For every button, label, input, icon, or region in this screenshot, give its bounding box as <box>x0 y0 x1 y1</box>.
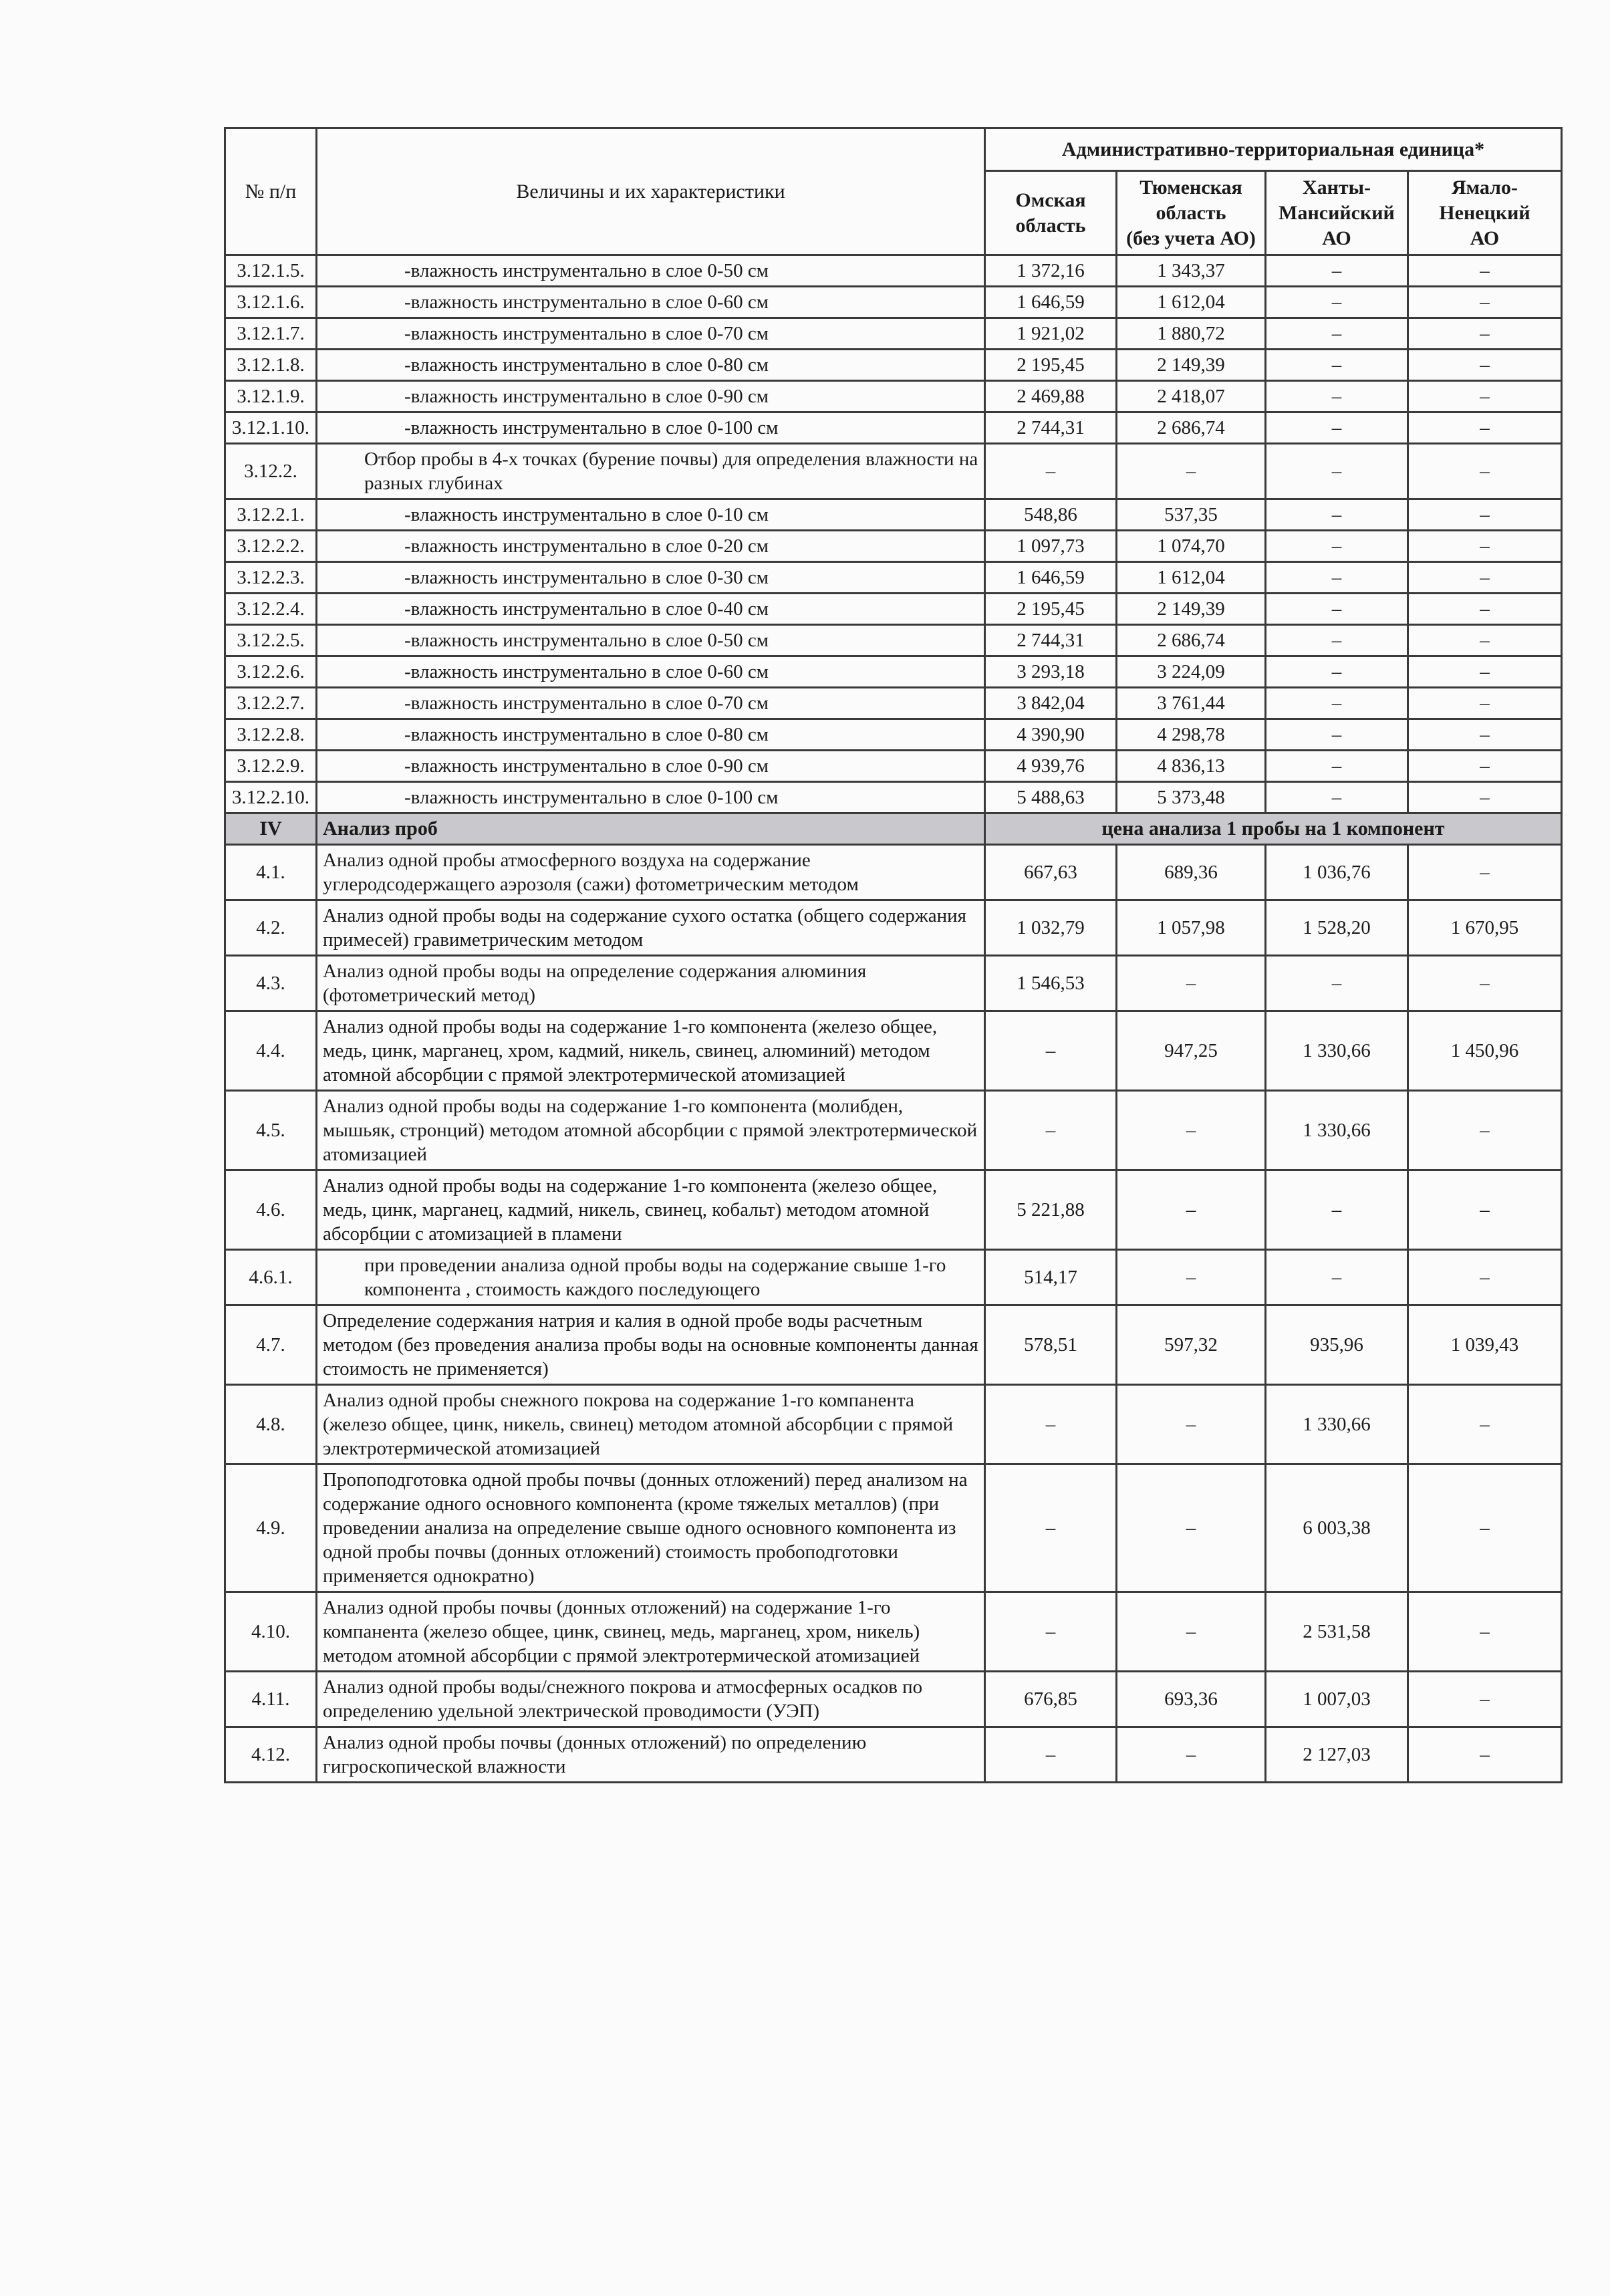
row-number: 4.12. <box>225 1727 317 1783</box>
value-omsk: 4 390,90 <box>985 719 1117 751</box>
table-row <box>225 562 1562 594</box>
row-number: 3.12.2.1. <box>225 499 317 531</box>
value-khmao: – <box>1266 751 1408 782</box>
value-tyumen: 2 418,07 <box>1117 381 1266 412</box>
value-omsk: 3 293,18 <box>985 656 1117 688</box>
row-description: -влажность инструментально в слое 0-50 см <box>317 625 985 656</box>
value-khmao: 1 528,20 <box>1266 900 1408 956</box>
price-table <box>224 127 1563 1783</box>
value-omsk: 1 097,73 <box>985 531 1117 562</box>
table-row <box>225 956 1562 1011</box>
row-number: 4.4. <box>225 1011 317 1091</box>
value-khmao: – <box>1266 782 1408 813</box>
row-description: -влажность инструментально в слое 0-20 см <box>317 531 985 562</box>
value-yanao: – <box>1408 1385 1562 1464</box>
row-description: -влажность инструментально в слое 0-30 см <box>317 562 985 594</box>
row-description: Пропоподготовка одной пробы почвы (донных отложений) перед анализом на содержание одного основного компонента (кроме тяжелых металлов) (при проведении анализа на определение свыше одного основного компонента из одной пробы почвы (донных отложений) стоимость пробоподготовки применяется однократно) <box>317 1464 985 1592</box>
table-row <box>225 1011 1562 1091</box>
value-yanao: – <box>1408 1727 1562 1783</box>
value-omsk: – <box>985 444 1117 499</box>
value-yanao: 1 670,95 <box>1408 900 1562 956</box>
value-omsk: – <box>985 1727 1117 1783</box>
value-khmao: – <box>1266 444 1408 499</box>
value-omsk: 1 372,16 <box>985 255 1117 287</box>
table-row <box>225 688 1562 719</box>
value-tyumen: 693,36 <box>1117 1672 1266 1727</box>
row-description: Анализ одной пробы воды на содержание 1-го компонента (железо общее, медь, цинк, марганец, хром, кадмий, никель, свинец, алюминий) методом атомной абсорбции с прямой электротермической атомизацией <box>317 1011 985 1091</box>
row-number: 3.12.2.8. <box>225 719 317 751</box>
row-description: Определение содержания натрия и калия в одной пробе воды расчетным методом (без проведения анализа пробы воды на основные компоненты данная стоимость не применяется) <box>317 1305 985 1385</box>
value-yanao: – <box>1408 255 1562 287</box>
value-tyumen: 1 612,04 <box>1117 287 1266 318</box>
region-label: Тюменская область (без учета АО) <box>1126 176 1256 249</box>
value-tyumen: 1 057,98 <box>1117 900 1266 956</box>
value-omsk: 1 546,53 <box>985 956 1117 1011</box>
section-note: цена анализа 1 пробы на 1 компонент <box>985 813 1562 845</box>
value-khmao: – <box>1266 412 1408 444</box>
table-row <box>225 1592 1562 1672</box>
value-tyumen: 2 149,39 <box>1117 350 1266 381</box>
row-number: 4.1. <box>225 845 317 900</box>
value-tyumen: 2 149,39 <box>1117 594 1266 625</box>
value-khmao: 935,96 <box>1266 1305 1408 1385</box>
row-number: 3.12.1.5. <box>225 255 317 287</box>
row-description: Отбор пробы в 4-х точках (бурение почвы) для определения влажности на разных глубинах <box>317 444 985 499</box>
value-khmao: – <box>1266 1250 1408 1305</box>
value-yanao: – <box>1408 350 1562 381</box>
value-omsk: – <box>985 1091 1117 1170</box>
row-description: -влажность инструментально в слое 0-80 см <box>317 719 985 751</box>
row-number: 4.5. <box>225 1091 317 1170</box>
row-number: 4.6.1. <box>225 1250 317 1305</box>
row-description: Анализ одной пробы воды на содержание сухого остатка (общего содержания примесей) гравиметрическим методом <box>317 900 985 956</box>
column-header-number: № п/п <box>225 128 317 255</box>
value-khmao: – <box>1266 625 1408 656</box>
column-header-group: Административно-территориальная единица* <box>985 128 1562 171</box>
table-row <box>225 782 1562 813</box>
value-tyumen: – <box>1117 1592 1266 1672</box>
value-yanao: – <box>1408 594 1562 625</box>
row-number: 3.12.2.9. <box>225 751 317 782</box>
value-tyumen: 4 298,78 <box>1117 719 1266 751</box>
row-description: -влажность инструментально в слое 0-100 см <box>317 412 985 444</box>
value-yanao: – <box>1408 1170 1562 1250</box>
value-tyumen: – <box>1117 1385 1266 1464</box>
row-number: 3.12.2.5. <box>225 625 317 656</box>
table-row <box>225 350 1562 381</box>
value-tyumen: – <box>1117 1250 1266 1305</box>
table-row <box>225 594 1562 625</box>
table-row <box>225 531 1562 562</box>
value-omsk: 1 646,59 <box>985 562 1117 594</box>
value-omsk: 2 469,88 <box>985 381 1117 412</box>
value-tyumen: 2 686,74 <box>1117 412 1266 444</box>
row-number: 4.6. <box>225 1170 317 1250</box>
table-row <box>225 656 1562 688</box>
value-yanao: – <box>1408 381 1562 412</box>
row-description: -влажность инструментально в слое 0-60 см <box>317 656 985 688</box>
value-omsk: – <box>985 1011 1117 1091</box>
value-tyumen: 1 343,37 <box>1117 255 1266 287</box>
value-omsk: 2 195,45 <box>985 350 1117 381</box>
table-row <box>225 1727 1562 1783</box>
row-number: 3.12.1.9. <box>225 381 317 412</box>
value-tyumen: – <box>1117 956 1266 1011</box>
value-khmao: – <box>1266 287 1408 318</box>
value-khmao: – <box>1266 688 1408 719</box>
row-number: 3.12.2.7. <box>225 688 317 719</box>
value-omsk: 5 488,63 <box>985 782 1117 813</box>
value-yanao: – <box>1408 562 1562 594</box>
value-omsk: 2 744,31 <box>985 625 1117 656</box>
table-row <box>225 845 1562 900</box>
value-yanao: – <box>1408 287 1562 318</box>
row-description: -влажность инструментально в слое 0-40 см <box>317 594 985 625</box>
row-number: 3.12.2.6. <box>225 656 317 688</box>
value-yanao: – <box>1408 531 1562 562</box>
row-description: Анализ одной пробы воды на содержание 1-го компонента (молибден, мышьяк, стронций) методом атомной абсорбции с прямой электротермической атомизацией <box>317 1091 985 1170</box>
table-row <box>225 1385 1562 1464</box>
value-tyumen: 1 612,04 <box>1117 562 1266 594</box>
value-yanao: – <box>1408 1091 1562 1170</box>
column-header-tyumen <box>1117 171 1266 255</box>
table-row <box>225 499 1562 531</box>
value-khmao: 1 330,66 <box>1266 1091 1408 1170</box>
row-description: -влажность инструментально в слое 0-50 см <box>317 255 985 287</box>
table-row <box>225 318 1562 350</box>
row-description: -влажность инструментально в слое 0-90 см <box>317 751 985 782</box>
table-row <box>225 625 1562 656</box>
value-khmao: – <box>1266 499 1408 531</box>
value-omsk: 1 032,79 <box>985 900 1117 956</box>
value-yanao: – <box>1408 1250 1562 1305</box>
value-yanao: – <box>1408 412 1562 444</box>
row-description: Анализ одной пробы воды на содержание 1-го компонента (железо общее, медь, цинк, марганец, кадмий, никель, свинец, кобальт) методом атомной абсорбции с атомизацией в пламени <box>317 1170 985 1250</box>
table-row <box>225 1464 1562 1592</box>
table-row <box>225 751 1562 782</box>
value-tyumen: – <box>1117 1170 1266 1250</box>
row-description: Анализ одной пробы воды на определение содержания алюминия (фотометрический метод) <box>317 956 985 1011</box>
value-khmao: 2 531,58 <box>1266 1592 1408 1672</box>
row-number: 3.12.2.10. <box>225 782 317 813</box>
value-omsk: 548,86 <box>985 499 1117 531</box>
value-yanao: – <box>1408 719 1562 751</box>
value-khmao: – <box>1266 594 1408 625</box>
table-row <box>225 1672 1562 1727</box>
row-number: 3.12.1.10. <box>225 412 317 444</box>
column-header-khmao <box>1266 171 1408 255</box>
value-khmao: – <box>1266 255 1408 287</box>
value-yanao: – <box>1408 499 1562 531</box>
value-yanao: 1 450,96 <box>1408 1011 1562 1091</box>
value-khmao: – <box>1266 531 1408 562</box>
value-tyumen: 5 373,48 <box>1117 782 1266 813</box>
value-yanao: – <box>1408 625 1562 656</box>
value-khmao: 1 330,66 <box>1266 1011 1408 1091</box>
value-tyumen: 947,25 <box>1117 1011 1266 1091</box>
row-description: -влажность инструментально в слое 0-100 см <box>317 782 985 813</box>
row-description: Анализ одной пробы снежного покрова на содержание 1-го компанента (железо общее, цинк, никель, свинец) методом атомной абсорбции с прямой электротермической атомизацией <box>317 1385 985 1464</box>
region-label: Омская область <box>1015 188 1086 237</box>
table-row <box>225 1091 1562 1170</box>
table-row <box>225 1305 1562 1385</box>
value-omsk: 578,51 <box>985 1305 1117 1385</box>
value-yanao: – <box>1408 751 1562 782</box>
row-description: -влажность инструментально в слое 0-70 см <box>317 688 985 719</box>
value-yanao: 1 039,43 <box>1408 1305 1562 1385</box>
row-number: 4.9. <box>225 1464 317 1592</box>
value-yanao: – <box>1408 956 1562 1011</box>
value-omsk: 2 744,31 <box>985 412 1117 444</box>
row-description: -влажность инструментально в слое 0-60 см <box>317 287 985 318</box>
table-row <box>225 287 1562 318</box>
row-number: 4.11. <box>225 1672 317 1727</box>
value-omsk: 5 221,88 <box>985 1170 1117 1250</box>
value-omsk: 1 646,59 <box>985 287 1117 318</box>
value-tyumen: 3 224,09 <box>1117 656 1266 688</box>
column-header-description: Величины и их характеристики <box>317 128 985 255</box>
value-khmao: – <box>1266 350 1408 381</box>
region-label: Ханты- Мансийский АО <box>1279 176 1395 249</box>
row-description: при проведении анализа одной пробы воды на содержание свыше 1-го компонента , стоимость каждого последующего <box>317 1250 985 1305</box>
row-description: Анализ одной пробы почвы (донных отложений) на содержание 1-го компанента (железо общее, цинк, свинец, медь, марганец, хром, никель) методом атомной абсорбции с прямой электротермической атомизацией <box>317 1592 985 1672</box>
section-row <box>225 813 1562 845</box>
row-number: 3.12.2.2. <box>225 531 317 562</box>
value-omsk: 1 921,02 <box>985 318 1117 350</box>
value-omsk: 2 195,45 <box>985 594 1117 625</box>
row-number: 3.12.2.4. <box>225 594 317 625</box>
value-yanao: – <box>1408 1592 1562 1672</box>
value-khmao: – <box>1266 656 1408 688</box>
value-khmao: 1 330,66 <box>1266 1385 1408 1464</box>
value-tyumen: 1 880,72 <box>1117 318 1266 350</box>
row-number: 4.7. <box>225 1305 317 1385</box>
table-row <box>225 444 1562 499</box>
table-row <box>225 412 1562 444</box>
row-description: -влажность инструментально в слое 0-90 см <box>317 381 985 412</box>
value-khmao: 2 127,03 <box>1266 1727 1408 1783</box>
value-omsk: 3 842,04 <box>985 688 1117 719</box>
value-yanao: – <box>1408 1672 1562 1727</box>
value-tyumen: 537,35 <box>1117 499 1266 531</box>
value-tyumen: 2 686,74 <box>1117 625 1266 656</box>
row-description: -влажность инструментально в слое 0-70 см <box>317 318 985 350</box>
region-label: Ямало- Ненецкий АО <box>1439 176 1530 249</box>
value-omsk: 4 939,76 <box>985 751 1117 782</box>
row-description: -влажность инструментально в слое 0-80 см <box>317 350 985 381</box>
value-tyumen: 3 761,44 <box>1117 688 1266 719</box>
value-tyumen: – <box>1117 1464 1266 1592</box>
value-yanao: – <box>1408 444 1562 499</box>
value-khmao: – <box>1266 956 1408 1011</box>
table-row <box>225 1170 1562 1250</box>
row-number: 4.10. <box>225 1592 317 1672</box>
value-tyumen: 597,32 <box>1117 1305 1266 1385</box>
value-omsk: 676,85 <box>985 1672 1117 1727</box>
table-row <box>225 900 1562 956</box>
value-tyumen: 1 074,70 <box>1117 531 1266 562</box>
value-khmao: 6 003,38 <box>1266 1464 1408 1592</box>
value-yanao: – <box>1408 845 1562 900</box>
table-row <box>225 381 1562 412</box>
price-table-sheet <box>224 127 1561 1783</box>
value-khmao: – <box>1266 719 1408 751</box>
row-number: 4.3. <box>225 956 317 1011</box>
column-header-omsk <box>985 171 1117 255</box>
value-yanao: – <box>1408 318 1562 350</box>
row-number: 3.12.2. <box>225 444 317 499</box>
value-khmao: 1 007,03 <box>1266 1672 1408 1727</box>
value-tyumen: 689,36 <box>1117 845 1266 900</box>
row-number: 3.12.1.7. <box>225 318 317 350</box>
value-tyumen: – <box>1117 444 1266 499</box>
row-description: -влажность инструментально в слое 0-10 см <box>317 499 985 531</box>
value-khmao: 1 036,76 <box>1266 845 1408 900</box>
section-title: Анализ проб <box>317 813 985 845</box>
row-number: 3.12.1.6. <box>225 287 317 318</box>
row-number: 4.2. <box>225 900 317 956</box>
value-tyumen: 4 836,13 <box>1117 751 1266 782</box>
row-number: 3.12.2.3. <box>225 562 317 594</box>
table-row <box>225 255 1562 287</box>
value-omsk: 514,17 <box>985 1250 1117 1305</box>
value-yanao: – <box>1408 656 1562 688</box>
value-khmao: – <box>1266 562 1408 594</box>
value-tyumen: – <box>1117 1727 1266 1783</box>
value-khmao: – <box>1266 381 1408 412</box>
value-yanao: – <box>1408 688 1562 719</box>
value-khmao: – <box>1266 1170 1408 1250</box>
row-number: 4.8. <box>225 1385 317 1464</box>
value-yanao: – <box>1408 1464 1562 1592</box>
row-description: Анализ одной пробы воды/снежного покрова и атмосферных осадков по определению удельной электрической проводимости (УЭП) <box>317 1672 985 1727</box>
value-tyumen: – <box>1117 1091 1266 1170</box>
value-omsk: – <box>985 1464 1117 1592</box>
table-row <box>225 719 1562 751</box>
value-omsk: – <box>985 1592 1117 1672</box>
table-row <box>225 1250 1562 1305</box>
value-omsk: 667,63 <box>985 845 1117 900</box>
value-omsk: – <box>985 1385 1117 1464</box>
column-header-yanao <box>1408 171 1562 255</box>
section-number: IV <box>225 813 317 845</box>
row-description: Анализ одной пробы атмосферного воздуха на содержание углеродсодержащего аэрозоля (сажи) фотометрическим методом <box>317 845 985 900</box>
value-yanao: – <box>1408 782 1562 813</box>
table-body <box>225 255 1562 1783</box>
row-description: Анализ одной пробы почвы (донных отложений) по определению гигроскопической влажности <box>317 1727 985 1783</box>
value-khmao: – <box>1266 318 1408 350</box>
row-number: 3.12.1.8. <box>225 350 317 381</box>
